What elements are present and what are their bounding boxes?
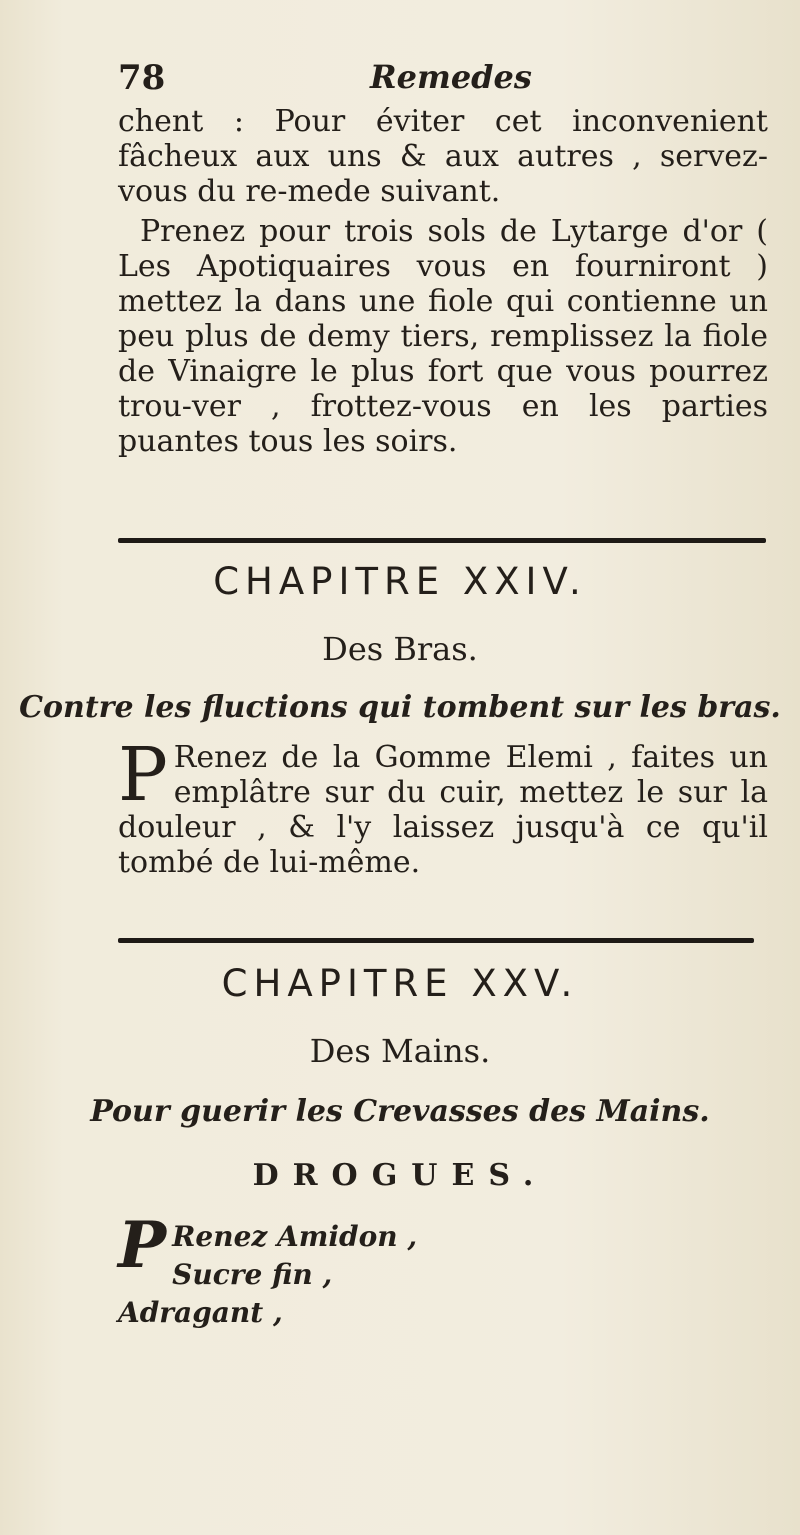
- page-number: 78: [118, 58, 166, 98]
- section-title: Contre les fluctions qui tombent sur les bras.: [19, 690, 781, 725]
- drogues-label: DROGUES.: [252, 1158, 548, 1193]
- chapter-body-text: Renez de la Gomme Elemi , faites un emplâtre sur du cuir, mettez le sur la douleur , & l'y laissez jusqu'à ce qu'il tombé de lui-même.: [118, 740, 768, 880]
- ingredient-line: Renez Amidon ,: [172, 1220, 418, 1253]
- drop-cap: P: [118, 1208, 167, 1283]
- ingredient-line: Adragant ,: [118, 1296, 283, 1329]
- opening-paragraph: chent : Pour éviter cet inconvenient fâcheux aux uns & aux autres , servez-vous du re-mede suivant.: [118, 104, 768, 209]
- chapter-heading: CHAPITRE XXV.: [221, 962, 579, 1005]
- opening-text: [118, 104, 768, 209]
- running-title: Remedes: [370, 58, 532, 96]
- drop-cap: P: [118, 732, 168, 818]
- divider-rule: [118, 538, 766, 543]
- recipe-paragraph: Prenez pour trois sols de Lytarge d'or ( Les Apotiquaires vous en fourniront ) mettez la dans une fiole qui contienne un peu plus de demy tiers, remplissez la fiole de Vinaigre le plus fort que vous pourrez trou-ver , frottez-vous en les parties puantes tous les soirs.: [118, 214, 768, 459]
- ingredients-list: [118, 1208, 518, 1332]
- ingredient-line: Sucre fin ,: [172, 1258, 333, 1291]
- chapter-subtitle: Des Mains.: [309, 1032, 491, 1070]
- recipe-text: [118, 214, 768, 459]
- divider-rule: [118, 938, 754, 943]
- page-header: [118, 58, 758, 98]
- chapter-body: [118, 732, 768, 880]
- chapter-heading: CHAPITRE XXIV.: [213, 560, 587, 603]
- section-title: Pour guerir les Crevasses des Mains.: [90, 1094, 710, 1129]
- chapter-subtitle: Des Bras.: [322, 630, 478, 668]
